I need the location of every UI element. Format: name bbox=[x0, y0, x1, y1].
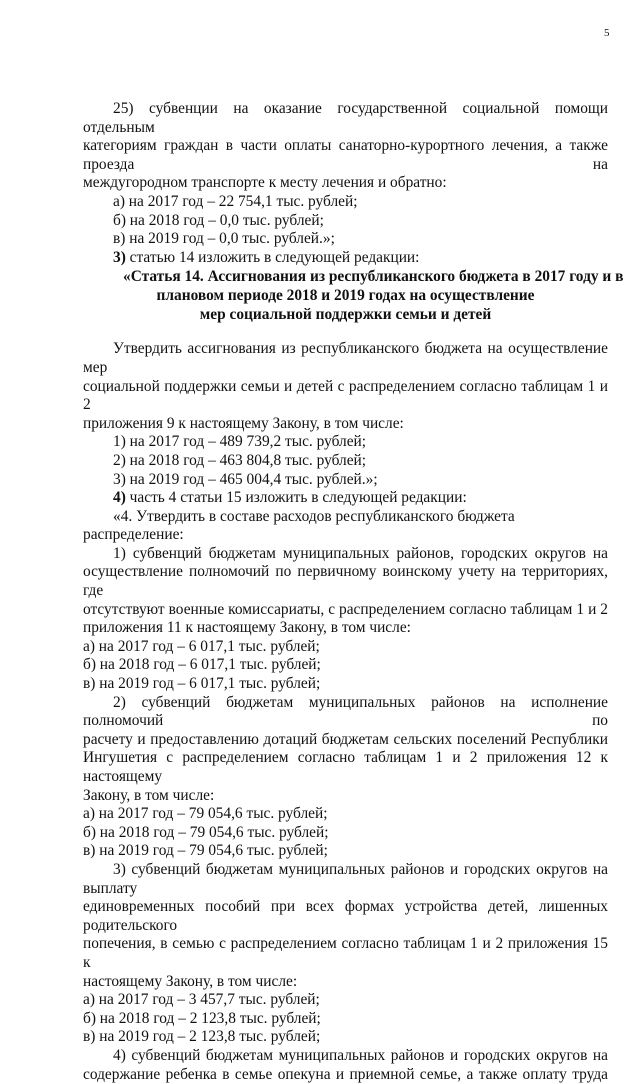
paragraph-line: «4. Утвердить в составе расходов республиканского бюджета распределение: bbox=[83, 508, 608, 545]
item-text: часть 4 статьи 15 изложить в следующей редакции: bbox=[126, 489, 467, 506]
article-heading-line: мер социальной поддержки семьи и детей bbox=[83, 305, 608, 324]
paragraph-line: расчету и предоставлению дотаций бюджетам сельских поселений Республики bbox=[83, 731, 608, 750]
paragraph-line: 25) субвенции на оказание государственной социальной помощи отдельным bbox=[83, 100, 608, 137]
paragraph-line: 1) субвенций бюджетам муниципальных районов, городских округов на bbox=[83, 545, 608, 564]
paragraph-line: 2) субвенций бюджетам муниципальных районов на исполнение полномочий по bbox=[83, 694, 608, 731]
list-item: а) на 2017 год – 22 754,1 тыс. рублей; bbox=[83, 193, 608, 212]
paragraph-line: междугородном транспорте к месту лечения и обратно: bbox=[83, 174, 608, 193]
paragraph-line: приложения 11 к настоящему Закону, в том числе: bbox=[83, 619, 608, 638]
paragraph-line: содержание ребенка в семье опекуна и приемной семье, а также оплату труда bbox=[83, 1066, 608, 1084]
item-number: 3) bbox=[113, 249, 126, 266]
amendment-item bbox=[83, 489, 608, 508]
paragraph-line: социальной поддержки семьи и детей с распределением согласно таблицам 1 и 2 bbox=[83, 378, 608, 415]
list-item: 1) на 2017 год – 489 739,2 тыс. рублей; bbox=[83, 433, 608, 452]
amendment-item bbox=[83, 249, 608, 268]
item-number: 4) bbox=[113, 489, 126, 506]
list-item: б) на 2018 год – 79 054,6 тыс. рублей; bbox=[83, 824, 608, 843]
paragraph-line: единовременных пособий при всех формах устройства детей, лишенных родительского bbox=[83, 898, 608, 935]
list-item: в) на 2019 год – 79 054,6 тыс. рублей; bbox=[83, 842, 608, 861]
paragraph-line: приложения 9 к настоящему Закону, в том числе: bbox=[83, 415, 608, 434]
list-item: в) на 2019 год – 6 017,1 тыс. рублей; bbox=[83, 675, 608, 694]
paragraph-line: 3) субвенций бюджетам муниципальных районов и городских округов на выплату bbox=[83, 861, 608, 898]
paragraph-line: Ингушетия с распределением согласно таблицам 1 и 2 приложения 12 к настоящему bbox=[83, 749, 608, 786]
item-text: статью 14 изложить в следующей редакции: bbox=[126, 249, 420, 266]
article-heading-line: «Статья 14. Ассигнования из республиканского бюджета в 2017 году и в bbox=[83, 267, 608, 286]
paragraph-line: 4) субвенций бюджетам муниципальных районов и городских округов на bbox=[83, 1047, 608, 1066]
paragraph-line: Закону, в том числе: bbox=[83, 787, 608, 806]
paragraph-line: осуществление полномочий по первичному воинскому учету на территориях, где bbox=[83, 563, 608, 600]
page-number: 5 bbox=[604, 27, 610, 39]
list-item: б) на 2018 год – 0,0 тыс. рублей; bbox=[83, 212, 608, 231]
document-body bbox=[83, 100, 608, 1084]
list-item: 2) на 2018 год – 463 804,8 тыс. рублей; bbox=[83, 452, 608, 471]
paragraph-line: отсутствуют военные комиссариаты, с распределением согласно таблицам 1 и 2 bbox=[83, 601, 608, 620]
paragraph-line: попечения, в семью с распределением согласно таблицам 1 и 2 приложения 15 к bbox=[83, 935, 608, 972]
paragraph-line: Утвердить ассигнования из республиканского бюджета на осуществление мер bbox=[83, 340, 608, 377]
paragraph-line: категориям граждан в части оплаты санаторно-курортного лечения, а также проезда на bbox=[83, 137, 608, 174]
list-item: в) на 2019 год – 2 123,8 тыс. рублей; bbox=[83, 1028, 608, 1047]
list-item: а) на 2017 год – 79 054,6 тыс. рублей; bbox=[83, 805, 608, 824]
list-item: а) на 2017 год – 6 017,1 тыс. рублей; bbox=[83, 638, 608, 657]
paragraph-line: настоящему Закону, в том числе: bbox=[83, 973, 608, 992]
list-item: б) на 2018 год – 6 017,1 тыс. рублей; bbox=[83, 656, 608, 675]
list-item: а) на 2017 год – 3 457,7 тыс. рублей; bbox=[83, 991, 608, 1010]
list-item: б) на 2018 год – 2 123,8 тыс. рублей; bbox=[83, 1010, 608, 1029]
list-item: в) на 2019 год – 0,0 тыс. рублей.»; bbox=[83, 230, 608, 249]
list-item: 3) на 2019 год – 465 004,4 тыс. рублей.»; bbox=[83, 471, 608, 490]
article-heading-line: плановом периоде 2018 и 2019 годах на осуществление bbox=[83, 286, 608, 305]
